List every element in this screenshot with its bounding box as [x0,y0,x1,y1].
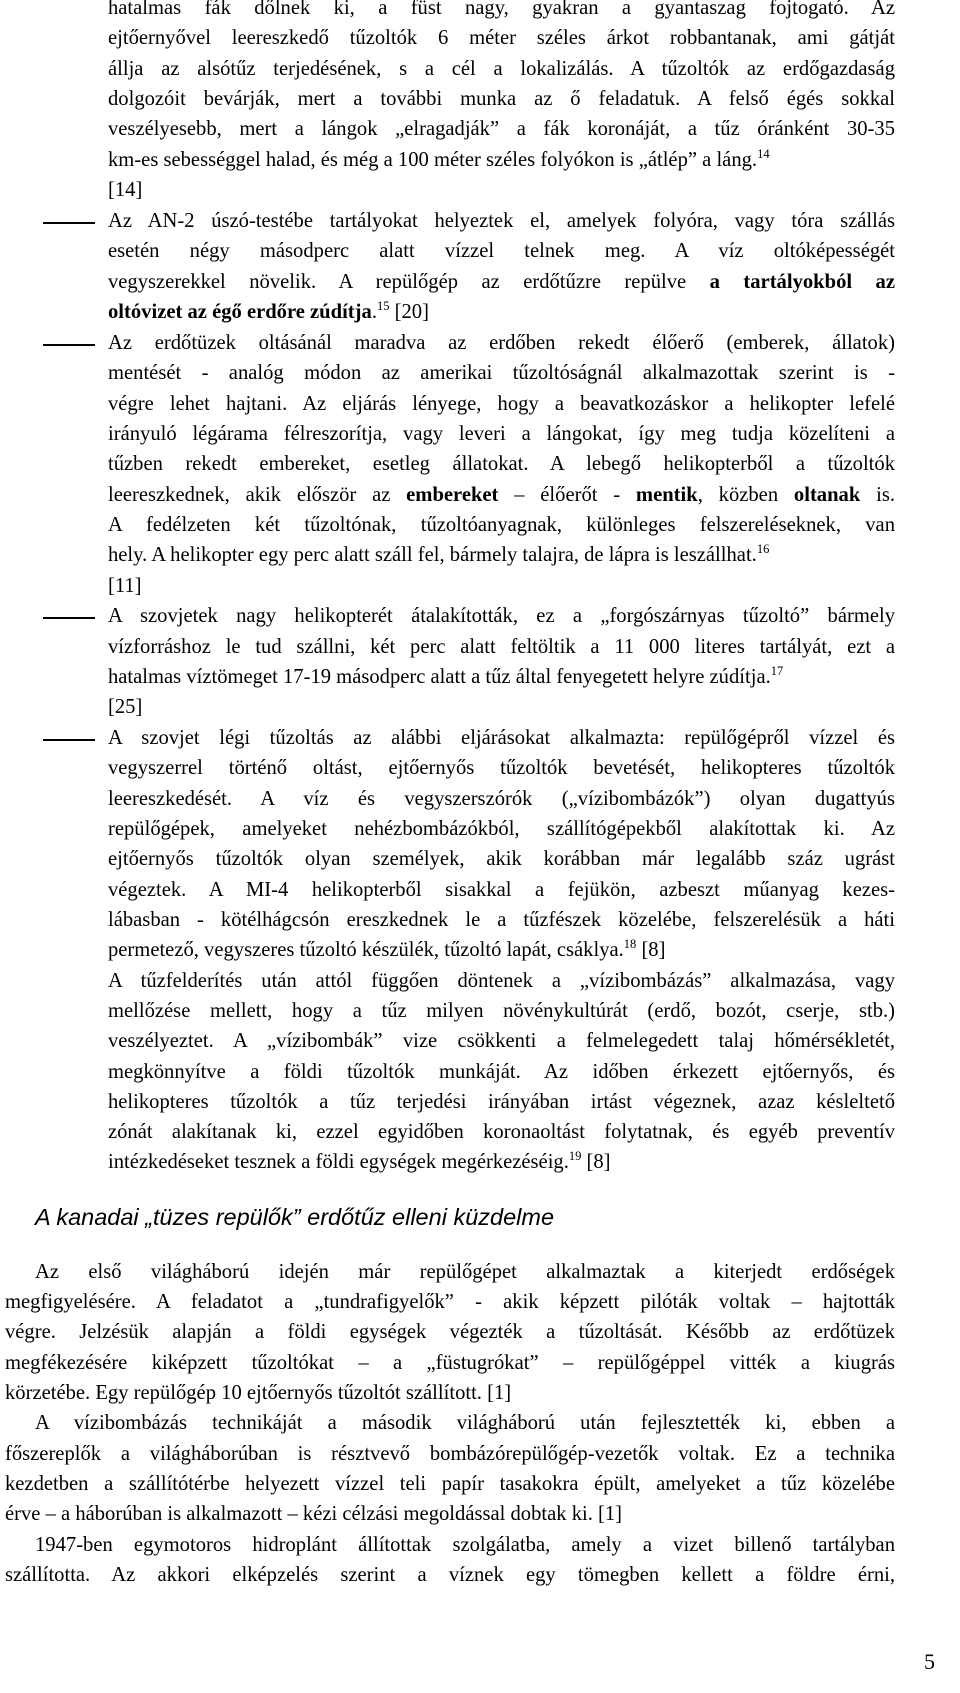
text-line: irányuló légárama félreszorítja, vagy leveri a lángokat, így meg tudja közelíteni a [108,423,895,445]
text-line: helikopteres tűzoltók a tűz terjedési irányában irtást végeznek, azaz késleltető [108,1091,895,1113]
text-line: leereszkedését. A víz és vegyszerszórók („vízibombázók”) olyan dugattyús [108,788,895,810]
text-line: végre lehet hajtani. Az eljárás lényege, hogy a beavatkozáskor a helikopter lefelé [108,393,895,415]
text: hatalmas víztömeget 17-19 másodperc alatt a tűz által fenyegetett helyre zúdítja. [108,666,771,688]
text-line: mentését - analóg módon az amerikai tűzoltóságnál alkalmazottak szerint is - [108,362,895,384]
text-line: dolgozóit bevárják, mert a további munka az ő feladatuk. A felső égés sokkal [108,88,895,110]
text-line: A tűzfelderítés után attól függően döntenek a „vízibombázás” alkalmazása, vagy [108,970,895,992]
text-line [108,936,665,964]
text-line: zónát alakítanak ki, ezzel egyidőben koronaoltást folytatnak, és egyéb preventív [108,1121,895,1143]
text: , közben [697,484,794,506]
text-line: oltóvizet az égő erdőre zúdítja.$^{15}$ [20] [108,299,429,323]
bold-text: oltanak [793,484,861,506]
footnote-ref: 15 [376,299,390,313]
text-line: érve – a háborúban is alkalmazott – kézi célzási megoldással dobtak ki. [1] [5,1503,623,1525]
citation: [11] [108,575,142,597]
text-line: megkönnyítve a földi tűzoltók munkáját. Az időben érkezett ejtőernyős, és [108,1061,895,1083]
text-line [108,663,783,691]
text-line: A vízibombázás technikáját a második világháború után fejlesztették ki, ebben a [35,1412,895,1434]
text-line: végeztek. A MI-4 helikopterből sisakkal a fejükön, azbeszt műanyag kezes- [108,879,895,901]
text: km-es sebességgel halad, és még a 100 méter széles folyókon is „átlép” a láng. [108,149,758,171]
dash-marker [43,344,95,346]
text-line [108,1148,611,1176]
text-line: mellőzése mellett, hogy a tűz milyen növénykultúrát (erdő, bozót, cserje, stb.) [108,1000,895,1022]
text-line: A szovjetek nagy helikopterét átalakították, ez a „forgószárnyas tűzoltó” bármely [108,605,895,627]
text-line: Az erdőtüzek oltásánál maradva az erdőben rekedt élőerő (emberek, állatok) [108,332,895,354]
text-line: vegyszerrel történő oltást, ejtőernyős tűzoltók bevetését, helikopteres tűzoltók [108,757,895,779]
page-number: 5 [924,1649,935,1674]
citation: [8] [581,1151,611,1173]
text: – élőerőt - [498,484,636,506]
text-line: megfékezésére kiképzett tűzoltókat – a „füstugrókat” – repülőgéppel vitték a kiugrás [5,1352,895,1374]
text: intézkedéseket tesznek a földi egységek megérkezéséig. [108,1151,569,1173]
footnote-ref: 16 [756,542,770,556]
text: vegyszerekkel növelik. A repülőgép az erdőtűzre repülve [108,271,687,293]
dash-marker [43,222,95,224]
text-line: vízforráshoz le tud szállni, két perc alatt feltöltik a 11 000 literes tartályát, ezt a [108,636,895,658]
bold-text: mentik [635,484,698,506]
dash-marker [43,739,95,741]
text-line: tűzben rekedt embereket, esetleg állatokat. A lebegő helikopterből a tűzoltók [108,453,895,475]
text-line: repülőgépek, amelyeket nehézbombázókból, szállítógépekből alakítottak ki. Az [108,818,895,840]
citation: [14] [108,179,143,201]
bold-text: embereket [406,484,499,506]
text-line: végre. Jelzésük alapján a földi egységek végezték a tűzoltását. Később az erdőtüzek [5,1321,895,1343]
section-heading: A kanadai „tüzes repülők” erdőtűz elleni küzdelme [35,1204,555,1230]
citation: [20] [389,301,429,323]
text-line: főszereplők a világháborúban is résztvevő bombázórepülőgép-vezetők voltak. Ez a technika [5,1443,895,1465]
text-line [108,268,895,296]
text: leereszkednek, akik először az [108,484,407,506]
text-line [108,146,770,174]
text-line: megfigyelésére. A feladatot a „tundrafigyelők” - akik képzett pilóták voltak – hajtották [5,1291,895,1313]
citation: [8] [636,939,666,961]
text-line: veszélyesebb, mert a lángok „elragadják” a fák koronáját, a tűz óránként 30-35 [108,118,895,140]
footnote-ref: 19 [568,1149,582,1163]
text-line: esetén négy másodperc alatt vízzel telnek meg. A víz oltóképességét [108,240,895,262]
text-line: A szovjet légi tűzoltás az alábbi eljárásokat alkalmazta: repülőgépről vízzel és [108,727,895,749]
footnote-ref: 18 [623,937,637,951]
text: hely. A helikopter egy perc alatt száll fel, bármely talajra, de lápra is leszállhat. [108,544,757,566]
dash-marker [43,617,95,619]
text-line: veszélyeztet. A „vízibombák” vize csökkenti a felmelegedett talaj hőmérsékletét, [108,1030,895,1052]
text-line: Az AN-2 úszó-testébe tartályokat helyeztek el, amelyek folyóra, vagy tóra szállás [108,210,895,232]
text: is. [860,484,895,506]
text-line: körzetébe. Egy repülőgép 10 ejtőernyős tűzoltót szállított. [1] [5,1382,512,1404]
text-line: 1947-ben egymotoros hidroplánt állítottak szolgálatba, amely a vizet billenő tartályban [35,1534,895,1556]
text-line: kezdetben a szállítótérbe helyezett vízzel teli papír tasakokra épült, amelyeket a tűz közelébe [5,1473,895,1495]
text-line: ejtőernyővel leereszkedő tűzoltók 6 méter széles árkot robbantanak, ami gátját [108,27,895,49]
text-line: A fedélzeten két tűzoltónak, tűzoltóanyagnak, különleges felszereléseknek, van [108,514,895,536]
text-line: Az első világháború idején már repülőgépet alkalmaztak a kiterjedt erdőségek [35,1261,895,1283]
bold-text: a tartályokból az [709,271,895,293]
footnote-ref: 14 [757,147,770,161]
citation: [25] [108,696,143,718]
text-line: állja az alsótűz terjedésének, s a cél a lokalizálás. A tűzoltók az erdőgazdaság [108,58,895,80]
bold-text: oltóvizet az égő erdőre zúdítja [108,301,372,323]
text-line: szállította. Az akkori elképzelés szerint a víznek egy tömegben kellett a földre érni, [5,1564,895,1586]
text: permetező, vegyszeres tűzoltó készülék, tűzoltó lapát, csáklya. [108,939,624,961]
text-line [108,481,895,509]
text-line: hatalmas fák dőlnek ki, a füst nagy, gyakran a gyantaszag fojtogató. Az [108,0,895,19]
text-line [108,541,769,569]
text-line: ejtőernyős tűzoltók olyan személyek, akik korábban már legalább száz ugrást [108,848,895,870]
footnote-ref: 17 [770,664,784,678]
text-line: lábasban - kötélhágcsón ereszkednek le a tűzfészek közelébe, felszerelésük a háti [108,909,895,931]
